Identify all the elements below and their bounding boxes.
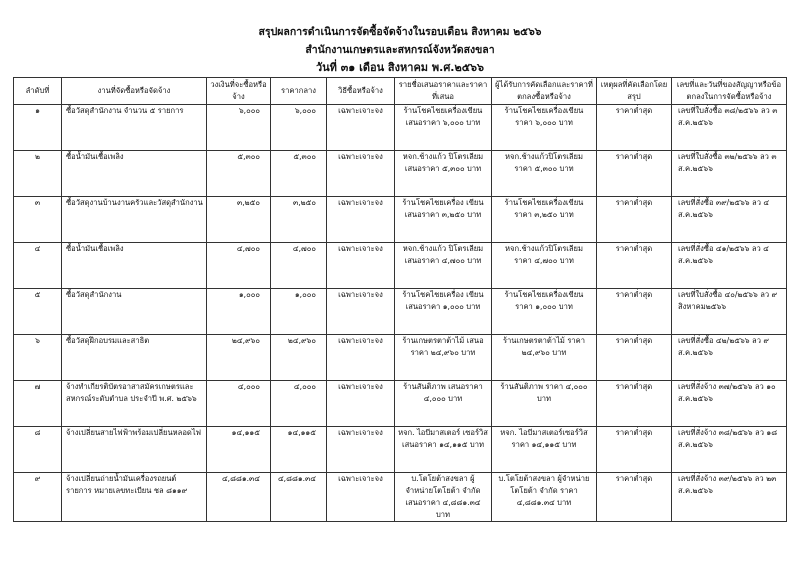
row-budget: ๒๔,๙๖๐: [207, 335, 271, 381]
row-method: เฉพาะเจาะจง: [327, 335, 395, 381]
row-number: ๑: [14, 105, 62, 151]
header-contract: เลขที่และวันที่ของสัญญาหรือข้อตกลงในการจัดซื้อหรือจ้าง: [672, 78, 787, 105]
row-item: ซื้อน้ำมันเชื้อเพลิง: [62, 243, 207, 289]
row-method: เฉพาะเจาะจง: [327, 243, 395, 289]
row-winner: หจก. ไอบีมาสเตอร์เซอร์วิส ราคา ๑๔,๑๑๕ บาท: [492, 427, 597, 473]
row-median-price: ๒๔,๙๖๐: [271, 335, 327, 381]
row-winner: ร้านโชคไชยเครื่องเขียน ราคา ๑,๐๐๐ บาท: [492, 289, 597, 335]
row-contract: เลขที่สั่งซื้อ ๔๒/๒๕๖๖ ลว ๙ ส.ค.๒๕๖๖: [672, 335, 787, 381]
row-budget: ๑,๐๐๐: [207, 289, 271, 335]
header-budget: วงเงินที่จะซื้อหรือจ้าง: [207, 78, 271, 105]
row-method: เฉพาะเจาะจง: [327, 381, 395, 427]
header-bidders: รายชื่อเสนอราคาและราคาที่เสนอ: [395, 78, 492, 105]
row-reason: ราคาต่ำสุด: [597, 335, 672, 381]
row-budget: ๔,๗๐๐: [207, 243, 271, 289]
row-winner: ร้านโชคไชยเครื่องเขียน ราคา ๖,๐๐๐ บาท: [492, 105, 597, 151]
row-bidders: ร้านโชคไชยเครื่อง เขียน เสนอราคา ๓,๒๕๐ บาท: [395, 197, 492, 243]
table-row: [14, 105, 787, 151]
report-date: วันที่ ๓๑ เดือน สิงหาคม พ.ศ.๒๕๖๖: [315, 61, 485, 74]
table-row: [14, 473, 787, 522]
row-item: จ้างทำเกียรติบัตรอาสาสมัครเกษตรและสหกรณ์ระดับตำบล ประจำปี พ.ศ. ๒๕๖๖: [62, 381, 207, 427]
procurement-table: [13, 77, 787, 522]
row-number: ๘: [14, 427, 62, 473]
header-reason: เหตุผลที่คัดเลือกโดยสรุป: [597, 78, 672, 105]
table-row: [14, 427, 787, 473]
row-item: ซื้อวัสดุสำนักงาน: [62, 289, 207, 335]
row-number: ๕: [14, 289, 62, 335]
row-contract: เลขที่สั่งซื้อ ๔๑/๒๕๖๖ ลว ๔ ส.ค.๒๕๖๖: [672, 243, 787, 289]
row-median-price: ๔,๘๘๑.๓๔: [271, 473, 327, 522]
document-title: สรุปผลการดำเนินการจัดซื้อจัดจ้างในรอบเดือน สิงหาคม ๒๕๖๖: [258, 26, 542, 38]
table-row: [14, 151, 787, 197]
row-reason: ราคาต่ำสุด: [597, 197, 672, 243]
row-median-price: ๓,๒๕๐: [271, 197, 327, 243]
row-winner: ร้านสันติภาพ ราคา ๔,๐๐๐ บาท: [492, 381, 597, 427]
row-method: เฉพาะเจาะจง: [327, 197, 395, 243]
row-median-price: ๔,๗๐๐: [271, 243, 327, 289]
table-row: [14, 243, 787, 289]
row-contract: เลขที่สั่งจ้าง ๓๙/๒๕๖๖ ลว ๒๓ ส.ค.๒๕๖๖: [672, 473, 787, 522]
table-row: [14, 197, 787, 243]
row-winner: ร้านโชคไชยเครื่องเขียน ราคา ๓,๒๕๐ บาท: [492, 197, 597, 243]
row-number: ๒: [14, 151, 62, 197]
row-item: ซื้อวัสดุสำนักงาน จำนวน ๕ รายการ: [62, 105, 207, 151]
row-median-price: ๑๔,๑๑๕: [271, 427, 327, 473]
row-method: เฉพาะเจาะจง: [327, 427, 395, 473]
row-contract: เลขที่ใบสั่งซื้อ ๓๘/๒๕๖๖ ลว ๓ ส.ค.๒๕๖๖: [672, 105, 787, 151]
row-bidders: หจก.ช้างแก้ว ปิโตรเลียม เสนอราคา ๔,๗๐๐ บาท: [395, 243, 492, 289]
row-budget: ๔,๘๘๑.๓๔: [207, 473, 271, 522]
row-contract: เลขที่สั่งจ้าง ๓๗/๒๕๖๖ ลว ๑๐ ส.ค.๒๕๖๖: [672, 381, 787, 427]
row-budget: ๔,๐๐๐: [207, 381, 271, 427]
table-row: [14, 381, 787, 427]
row-reason: ราคาต่ำสุด: [597, 427, 672, 473]
row-winner: ร้านเกษตรตาต้าไม้ ราคา ๒๔,๙๖๐ บาท: [492, 335, 597, 381]
row-reason: ราคาต่ำสุด: [597, 473, 672, 522]
row-median-price: ๔,๐๐๐: [271, 381, 327, 427]
row-method: เฉพาะเจาะจง: [327, 105, 395, 151]
row-bidders: ร้านเกษตรตาต้าไม้ เสนอราคา ๒๔,๙๖๐ บาท: [395, 335, 492, 381]
row-item: ซื้อวัสดุฝึกอบรมและสาธิต: [62, 335, 207, 381]
row-median-price: ๑,๐๐๐: [271, 289, 327, 335]
row-item: ซื้อวัสดุงานบ้านงานครัวและวัสดุสำนักงาน: [62, 197, 207, 243]
header-method: วิธีซื้อหรือจ้าง: [327, 78, 395, 105]
row-winner: หจก.ช้างแก้วปิโตรเลียม ราคา ๔,๗๐๐ บาท: [492, 243, 597, 289]
row-budget: ๖,๐๐๐: [207, 105, 271, 151]
table-header-row: [14, 78, 787, 105]
row-reason: ราคาต่ำสุด: [597, 243, 672, 289]
row-bidders: ร้านสันติภาพ เสนอราคา ๔,๐๐๐ บาท: [395, 381, 492, 427]
table-row: [14, 289, 787, 335]
row-contract: เลขที่สั่งจ้าง ๓๘/๒๕๖๖ ลว ๑๘ ส.ค.๒๕๖๖: [672, 427, 787, 473]
row-bidders: หจก.ช้างแก้ว ปิโตรเลียม เสนอราคา ๕,๓๐๐ บาท: [395, 151, 492, 197]
row-item: จ้างเปลี่ยนถ่ายน้ำมันเครื่องรถยนต์ รายการ หมายเลขทะเบียน ชล ๘๑๑๙: [62, 473, 207, 522]
row-budget: ๓,๒๕๐: [207, 197, 271, 243]
row-winner: บ.โตโยต้าสงขลา ผู้จำหน่ายโตโยต้า จำกัด ราคา ๔,๘๘๑.๓๔ บาท: [492, 473, 597, 522]
row-number: ๗: [14, 381, 62, 427]
row-contract: เลขที่ใบสั่งซื้อ ๔๐/๒๕๖๖ ลว ๙ สิงหาคม๒๕๖๖: [672, 289, 787, 335]
header-median-price: ราคากลาง: [271, 78, 327, 105]
row-method: เฉพาะเจาะจง: [327, 151, 395, 197]
header-winner: ผู้ได้รับการคัดเลือกและราคาที่ตกลงซื้อหรือจ้าง: [492, 78, 597, 105]
header-item: งานที่จัดซื้อหรือจัดจ้าง: [62, 78, 207, 105]
row-contract: เลขที่ใบสั่งซื้อ ๓๒/๒๕๖๖ ลว ๓ ส.ค.๒๕๖๖: [672, 151, 787, 197]
row-item: จ้างเปลี่ยนสายไฟฟ้าพร้อมเปลี่ยนหลอดไฟ: [62, 427, 207, 473]
row-median-price: ๕,๓๐๐: [271, 151, 327, 197]
row-budget: ๑๔,๑๑๕: [207, 427, 271, 473]
row-method: เฉพาะเจาะจง: [327, 289, 395, 335]
row-bidders: หจก. ไอบีมาสเตอร์ เซอร์วิส เสนอราคา ๑๔,๑๑๕ บาท: [395, 427, 492, 473]
row-winner: หจก.ช้างแก้วปิโตรเลียม ราคา ๕,๓๐๐ บาท: [492, 151, 597, 197]
row-item: ซื้อน้ำมันเชื้อเพลิง: [62, 151, 207, 197]
row-reason: ราคาต่ำสุด: [597, 105, 672, 151]
office-name: สำนักงานเกษตรและสหกรณ์จังหวัดสงขลา: [305, 44, 495, 56]
row-median-price: ๖,๐๐๐: [271, 105, 327, 151]
row-reason: ราคาต่ำสุด: [597, 289, 672, 335]
row-number: ๖: [14, 335, 62, 381]
row-bidders: ร้านโชคไชยเครื่องเขียน เสนอราคา ๖,๐๐๐ บาท: [395, 105, 492, 151]
row-contract: เลขที่สั่งซื้อ ๓๙/๒๕๖๖ ลว ๔ ส.ค.๒๕๖๖: [672, 197, 787, 243]
row-reason: ราคาต่ำสุด: [597, 381, 672, 427]
row-number: ๙: [14, 473, 62, 522]
row-budget: ๕,๓๐๐: [207, 151, 271, 197]
header-no: ลำดับที่: [14, 78, 62, 105]
row-method: เฉพาะเจาะจง: [327, 473, 395, 522]
row-reason: ราคาต่ำสุด: [597, 151, 672, 197]
row-bidders: ร้านโชคไชยเครื่อง เขียน เสนอราคา ๑,๐๐๐ บาท: [395, 289, 492, 335]
row-bidders: บ.โตโยต้าสงขลา ผู้จำหน่ายโตโยต้า จำกัด เสนอราคา ๔,๘๘๑.๓๔ บาท: [395, 473, 492, 522]
row-number: ๓: [14, 197, 62, 243]
table-row: [14, 335, 787, 381]
row-number: ๔: [14, 243, 62, 289]
